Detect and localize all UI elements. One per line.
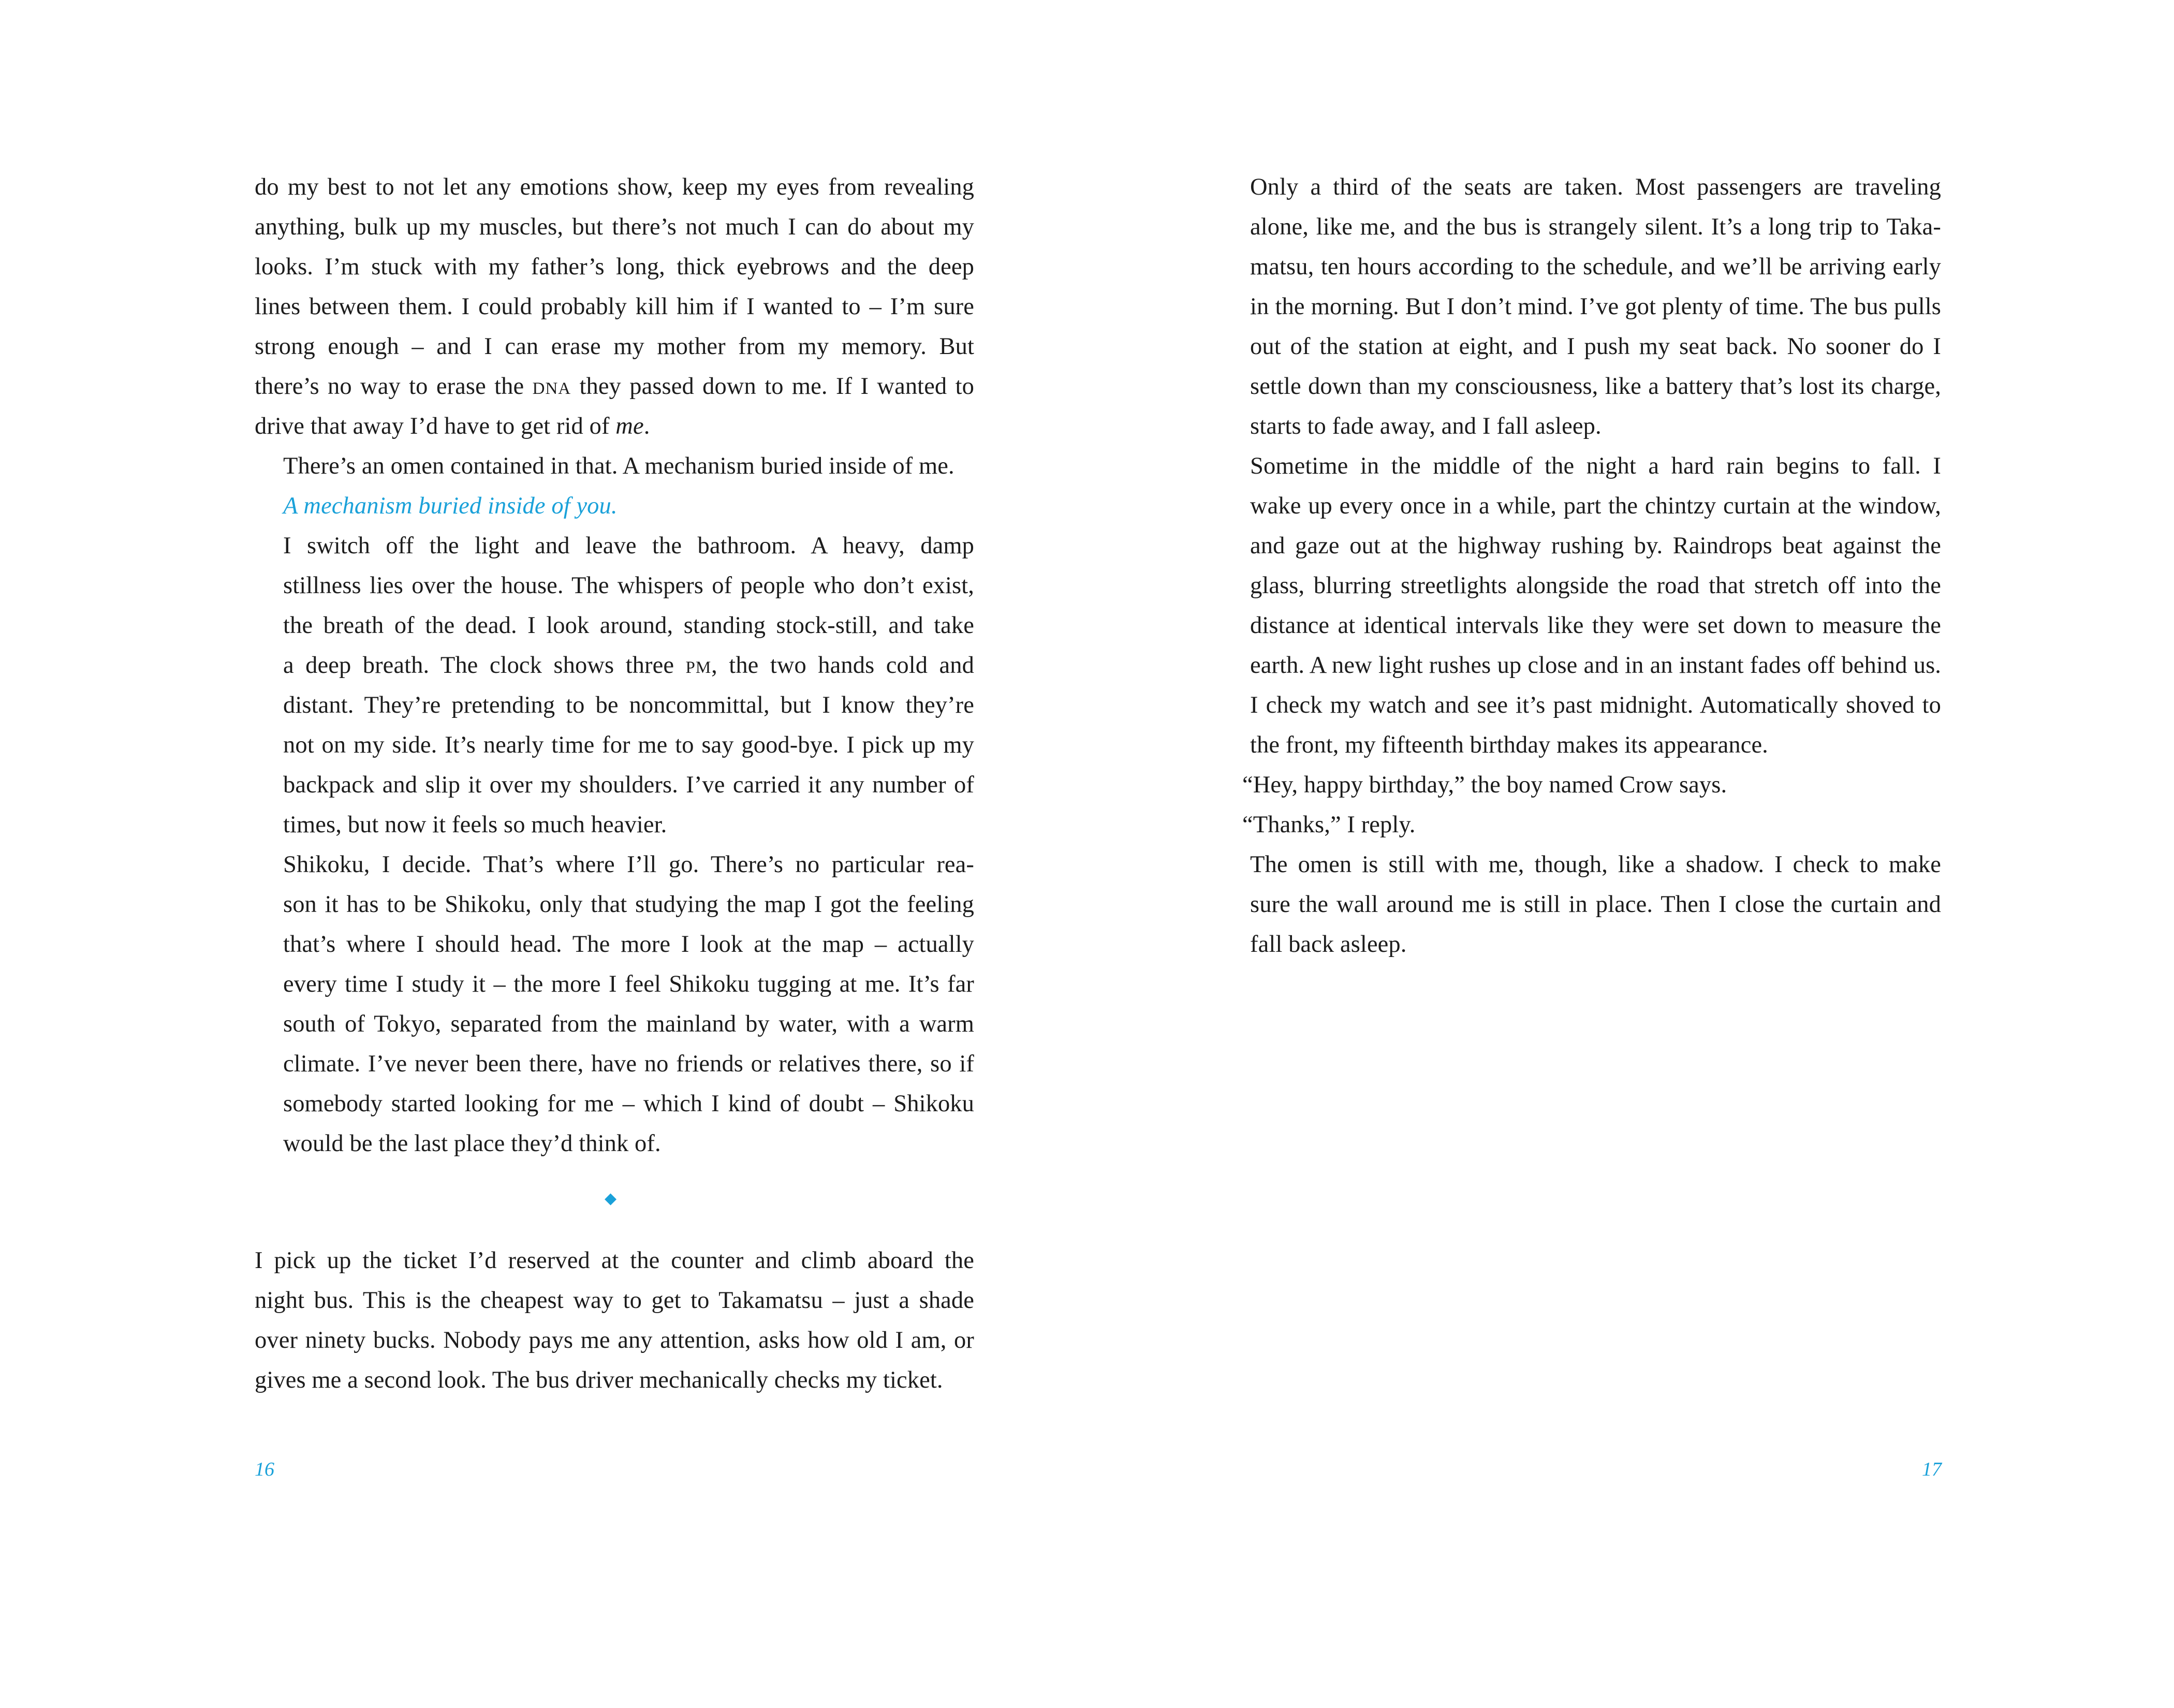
paragraph-seats	[1222, 167, 1941, 446]
text-line: backpack and slip it over my shoulders. I’ve carried it any number of	[283, 772, 974, 798]
left-page-text-top	[255, 167, 974, 1164]
text-line: do my best to not let any emotions show, keep my eyes from revealing	[255, 174, 974, 200]
text-line: Only a third of the seats are taken. Most passengers are traveling	[1250, 174, 1941, 200]
text-line	[255, 366, 974, 406]
text-line: stillness lies over the house. The whispers of people who don’t exist,	[283, 572, 974, 599]
paragraph-italic-echo	[255, 486, 974, 526]
text-line: fall back asleep.	[1250, 931, 1407, 958]
text-line: south of Tokyo, separated from the mainland by water, with a warm	[283, 1011, 974, 1037]
text-line: distance at identical intervals like they were set down to measure the	[1250, 612, 1941, 639]
text-line: somebody started looking for me – which I kind of doubt – Shikoku	[283, 1091, 974, 1117]
paragraph-shikoku	[255, 845, 974, 1164]
paragraph-crow	[1222, 765, 1941, 805]
paragraph-ticket	[255, 1241, 974, 1400]
text-line	[255, 645, 974, 685]
paragraph-omen-shadow	[1222, 845, 1941, 964]
paragraph-omen	[255, 446, 974, 486]
text-line: and gaze out at the highway rushing by. Raindrops beat against the	[1250, 533, 1941, 559]
text-line: anything, bulk up my muscles, but there’s not much I can do about my	[255, 214, 974, 240]
text-line: Shikoku, I decide. That’s where I’ll go. There’s no particular rea-	[283, 851, 974, 878]
text-line: settle down than my consciousness, like a battery that’s lost its charge,	[1250, 373, 1941, 400]
text-line: looks. I’m stuck with my father’s long, thick eyebrows and the deep	[255, 254, 974, 280]
text-line: times, but now it feels so much heavier.	[283, 812, 667, 838]
small-caps-text: dna	[532, 373, 571, 400]
text-line: the breath of the dead. I look around, standing stock-still, and take	[283, 612, 974, 639]
text-line: starts to fade away, and I fall asleep.	[1250, 413, 1602, 439]
text-line: over ninety bucks. Nobody pays me any attention, asks how old I am, or	[255, 1327, 974, 1353]
page-number: 17	[1922, 1459, 1942, 1480]
right-page-text	[1222, 167, 1941, 964]
text-line: strong enough – and I can erase my mother from my memory. But	[255, 333, 974, 360]
text-line: not on my side. It’s nearly time for me to say good-bye. I pick up my	[283, 732, 974, 758]
text-line: The omen is still with me, though, like a shadow. I check to make	[1250, 851, 1941, 878]
text-line: that’s where I should head. The more I look at the map – actually	[283, 931, 974, 958]
small-caps-text: pm	[685, 652, 712, 679]
text-line: in the morning. But I don’t mind. I’ve got plenty of time. The bus pulls	[1250, 293, 1941, 320]
text-line: every time I study it – the more I feel Shikoku tugging at me. It’s far	[283, 971, 974, 997]
text-line: lines between them. I could probably kill him if I wanted to – I’m sure	[255, 293, 974, 320]
text-line: Sometime in the middle of the night a hard rain begins to fall. I	[1250, 453, 1941, 479]
text-line: I check my watch and see it’s past midnight. Automatically shoved to	[1250, 692, 1941, 718]
text-line: the front, my fifteenth birthday makes its appearance.	[1250, 732, 1768, 758]
left-page-text-bottom	[255, 1241, 974, 1400]
section-break-diamond-icon: ◆	[605, 1189, 617, 1208]
paragraph-thanks	[1222, 805, 1941, 845]
text-fragment: , the two hands cold and	[711, 652, 974, 679]
text-line: earth. A new light rushes up close and in an instant fades off behind us.	[1250, 652, 1941, 679]
text-line: son it has to be Shikoku, only that studying the map I got the feeling	[283, 891, 974, 918]
right-page	[1087, 0, 2174, 1708]
page-number: 16	[255, 1459, 274, 1480]
text-fragment: they passed down to me. If I wanted to	[571, 373, 974, 400]
text-line: distant. They’re pretending to be noncommittal, but I know they’re	[283, 692, 974, 718]
text-line: gives me a second look. The bus driver mechanically checks my ticket.	[255, 1367, 943, 1393]
text-line: alone, like me, and the bus is strangely silent. It’s a long trip to Taka-	[1250, 214, 1941, 240]
paragraph-rain	[1222, 446, 1941, 765]
text-line: “Hey, happy birthday,” the boy named Crow says.	[1242, 772, 1727, 798]
italic-text: me	[615, 413, 644, 439]
text-line: would be the last place they’d think of.	[283, 1130, 661, 1157]
paragraph-bathroom	[255, 526, 974, 845]
text-fragment: drive that away I’d have to get rid of	[255, 413, 616, 439]
text-fragment: .	[643, 413, 650, 439]
text-line: night bus. This is the cheapest way to get to Takamatsu – just a shade	[255, 1287, 974, 1314]
text-line: “Thanks,” I reply.	[1242, 812, 1416, 838]
text-line: There’s an omen contained in that. A mechanism buried inside of me.	[283, 453, 954, 479]
text-fragment: there’s no way to erase the	[255, 373, 533, 400]
text-line: glass, blurring streetlights alongside the road that stretch off into the	[1250, 572, 1941, 599]
text-line: matsu, ten hours according to the schedule, and we’ll be arriving early	[1250, 254, 1941, 280]
text-line: wake up every once in a while, part the chintzy curtain at the window,	[1250, 493, 1941, 519]
text-line: I switch off the light and leave the bathroom. A heavy, damp	[283, 533, 974, 559]
text-line: climate. I’ve never been there, have no friends or relatives there, so if	[283, 1051, 974, 1077]
text-line: out of the station at eight, and I push my seat back. No sooner do I	[1250, 333, 1941, 360]
paragraph-dna	[255, 167, 974, 446]
text-line: I pick up the ticket I’d reserved at the counter and climb aboard the	[255, 1247, 974, 1274]
text-fragment: a deep breath. The clock shows three	[283, 652, 686, 679]
italic-echo-line: A mechanism buried inside of you.	[283, 493, 618, 519]
text-line	[255, 406, 974, 446]
text-line: sure the wall around me is still in place. Then I close the curtain and	[1250, 891, 1941, 918]
